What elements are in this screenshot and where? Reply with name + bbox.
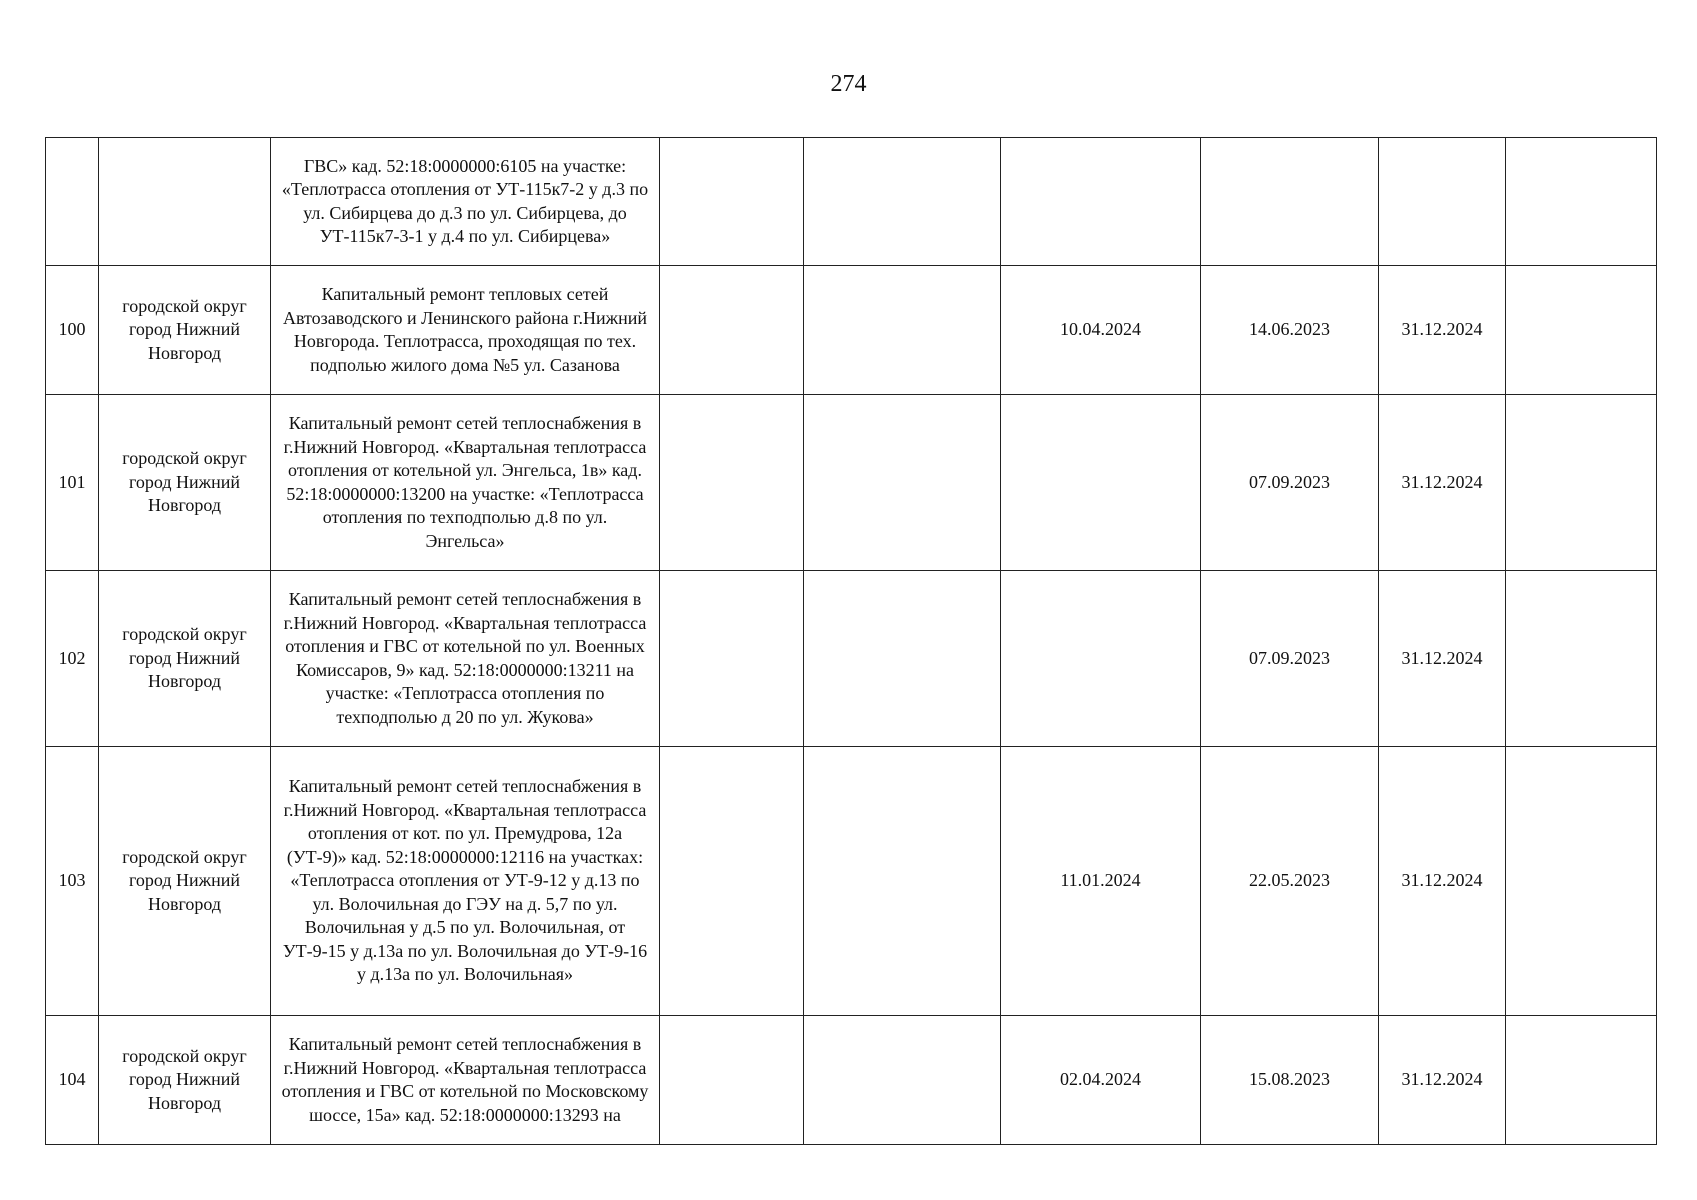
row-number: 103: [46, 747, 99, 1016]
row-number: 100: [46, 266, 99, 395]
row-number: 104: [46, 1016, 99, 1145]
empty-cell: [1506, 571, 1657, 747]
page-number: 274: [830, 71, 867, 97]
empty-cell: [660, 266, 804, 395]
date-cell: 31.12.2024: [1379, 747, 1506, 1016]
empty-cell: [660, 571, 804, 747]
row-number: [46, 138, 99, 266]
date-cell: 31.12.2024: [1379, 1016, 1506, 1145]
empty-cell: [1506, 138, 1657, 266]
territory-cell: городской округ город Нижний Новгород: [99, 395, 271, 571]
empty-cell: [804, 571, 1001, 747]
empty-cell: [1506, 1016, 1657, 1145]
empty-cell: [804, 266, 1001, 395]
empty-cell: [804, 138, 1001, 266]
row-number: 102: [46, 571, 99, 747]
date-cell: 15.08.2023: [1201, 1016, 1379, 1145]
row-number: 101: [46, 395, 99, 571]
territory-cell: городской округ город Нижний Новгород: [99, 1016, 271, 1145]
date-cell: 02.04.2024: [1001, 1016, 1201, 1145]
territory-cell: [99, 138, 271, 266]
table-row: [46, 571, 1657, 747]
description-cell: ГВС» кад. 52:18:0000000:6105 на участке: «Теплотрасса отопления от УТ-115к7-2 у д.3 по ул. Сибирцева до д.3 по ул. Сибирцева, до УТ-115к7-3-1 у д.4 по ул. Сибирцева»: [271, 138, 660, 266]
date-cell: 31.12.2024: [1379, 395, 1506, 571]
description-cell: Капитальный ремонт сетей теплоснабжения в г.Нижний Новгород. «Квартальная теплотрасса отопления от котельной ул. Энгельса, 1в» кад. 52:18:0000000:13200 на участке: «Теплотрасса отопления по техподполью д.8 по ул. Энгельса»: [271, 395, 660, 571]
date-cell: 22.05.2023: [1201, 747, 1379, 1016]
table-row: [46, 138, 1657, 266]
date-cell: 31.12.2024: [1379, 571, 1506, 747]
date-cell: [1379, 138, 1506, 266]
works-table: [45, 137, 1657, 1145]
date-cell: 31.12.2024: [1379, 266, 1506, 395]
empty-cell: [1506, 266, 1657, 395]
description-cell: Капитальный ремонт тепловых сетей Автозаводского и Ленинского района г.Нижний Новгорода. Теплотрасса, проходящая по тех. подполью жилого дома №5 ул. Сазанова: [271, 266, 660, 395]
table-row: [46, 1016, 1657, 1145]
empty-cell: [804, 395, 1001, 571]
empty-cell: [660, 395, 804, 571]
table-row: [46, 266, 1657, 395]
territory-cell: городской округ город Нижний Новгород: [99, 571, 271, 747]
empty-cell: [660, 1016, 804, 1145]
empty-cell: [660, 747, 804, 1016]
territory-cell: городской округ город Нижний Новгород: [99, 747, 271, 1016]
date-cell: 14.06.2023: [1201, 266, 1379, 395]
date-cell: [1001, 138, 1201, 266]
empty-cell: [804, 747, 1001, 1016]
description-cell: Капитальный ремонт сетей теплоснабжения в г.Нижний Новгород. «Квартальная теплотрасса отопления от кот. по ул. Премудрова, 12а (УТ-9)» кад. 52:18:0000000:12116 на участках: «Теплотрасса отопления от УТ-9-12 у д.13 по ул. Волочильная до ГЭУ на д. 5,7 по ул. Волочильная у д.5 по ул. Волочильная, от УТ-9-15 у д.13а по ул. Волочильная до УТ-9-16 у д.13а по ул. Волочильная»: [271, 747, 660, 1016]
empty-cell: [1506, 395, 1657, 571]
date-cell: 07.09.2023: [1201, 571, 1379, 747]
empty-cell: [660, 138, 804, 266]
date-cell: 07.09.2023: [1201, 395, 1379, 571]
date-cell: 10.04.2024: [1001, 266, 1201, 395]
table-row: [46, 747, 1657, 1016]
date-cell: [1001, 395, 1201, 571]
description-cell: Капитальный ремонт сетей теплоснабжения в г.Нижний Новгород. «Квартальная теплотрасса отопления и ГВС от котельной по ул. Военных Комиссаров, 9» кад. 52:18:0000000:13211 на участке: «Теплотрасса отопления по техподполью д 20 по ул. Жукова»: [271, 571, 660, 747]
date-cell: 11.01.2024: [1001, 747, 1201, 1016]
empty-cell: [1506, 747, 1657, 1016]
territory-cell: городской округ город Нижний Новгород: [99, 266, 271, 395]
description-cell: Капитальный ремонт сетей теплоснабжения в г.Нижний Новгород. «Квартальная теплотрасса отопления и ГВС от котельной по Московскому шоссе, 15а» кад. 52:18:0000000:13293 на: [271, 1016, 660, 1145]
table-row: [46, 395, 1657, 571]
date-cell: [1201, 138, 1379, 266]
date-cell: [1001, 571, 1201, 747]
empty-cell: [804, 1016, 1001, 1145]
